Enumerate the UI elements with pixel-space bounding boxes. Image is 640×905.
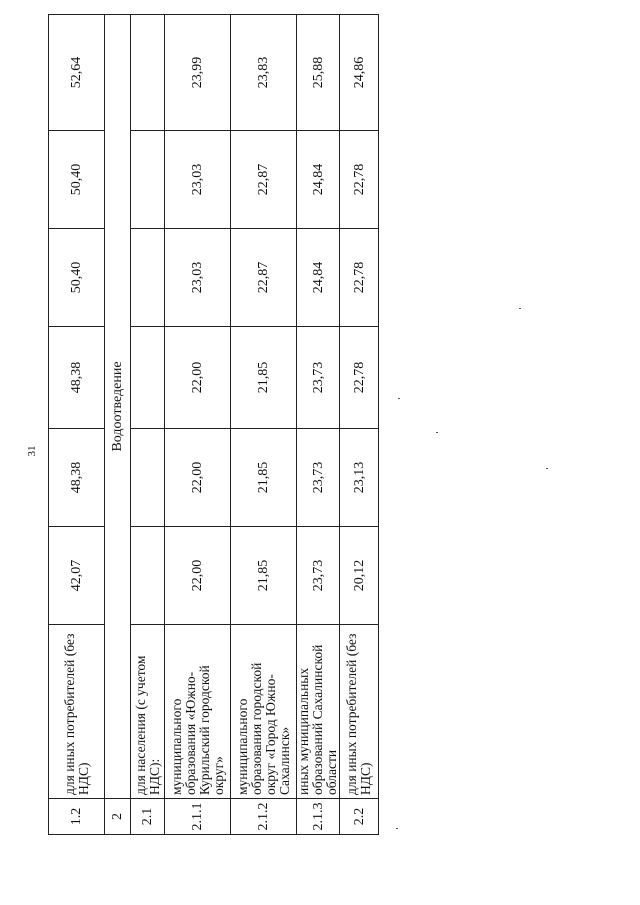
table-row: [105, 15, 131, 835]
table-row: [231, 15, 297, 835]
row-number: 2.1.1: [165, 799, 231, 835]
tariff-value: [131, 327, 165, 429]
tariff-value: 22,00: [165, 527, 231, 625]
row-name: для иных потребителей (без НДС): [49, 625, 105, 799]
scan-speck: [396, 828, 398, 829]
tariff-value: 22,87: [231, 131, 297, 229]
row-number: 2.1.2: [231, 799, 297, 835]
tariff-value: 21,85: [231, 527, 297, 625]
tariff-value: 22,87: [231, 229, 297, 327]
tariff-value: 22,78: [340, 327, 379, 429]
tariff-value: 25,88: [297, 15, 340, 131]
row-number: 2: [105, 799, 131, 835]
section-title: Водоотведение: [105, 15, 131, 799]
table-row: [340, 15, 379, 835]
row-name: для иных потребителей (без НДС): [340, 625, 379, 799]
tariff-value: 22,00: [165, 327, 231, 429]
tariff-value: [131, 131, 165, 229]
tariff-table-rotated: [48, 15, 378, 835]
row-name: муниципального образования «Южно-Курильский городской округ»: [165, 625, 231, 799]
tariff-value: 24,84: [297, 229, 340, 327]
scan-speck: [546, 468, 548, 469]
tariff-value: 52,64: [49, 15, 105, 131]
tariff-value: 48,38: [49, 327, 105, 429]
tariff-table: [48, 14, 379, 835]
tariff-value: [131, 429, 165, 527]
tariff-value: 23,73: [297, 429, 340, 527]
tariff-value: 23,73: [297, 527, 340, 625]
tariff-value: 22,78: [340, 131, 379, 229]
tariff-value: 50,40: [49, 229, 105, 327]
tariff-value: 23,13: [340, 429, 379, 527]
tariff-value: 23,99: [165, 15, 231, 131]
tariff-value: 23,03: [165, 229, 231, 327]
tariff-value: 23,03: [165, 131, 231, 229]
tariff-value: 20,12: [340, 527, 379, 625]
table-row: [131, 15, 165, 835]
tariff-value: 22,00: [165, 429, 231, 527]
tariff-value: 22,78: [340, 229, 379, 327]
table-row: [165, 15, 231, 835]
row-name: иных муниципальных образований Сахалинской области: [297, 625, 340, 799]
row-number: 2.1: [131, 799, 165, 835]
table-row: [49, 15, 105, 835]
page-number: 31: [26, 445, 38, 457]
tariff-value: 42,07: [49, 527, 105, 625]
tariff-value: 24,84: [297, 131, 340, 229]
row-name: для населения (с учетом НДС):: [131, 625, 165, 799]
table-body: [49, 15, 379, 835]
tariff-value: [131, 527, 165, 625]
row-number: 1.2: [49, 799, 105, 835]
tariff-value: 21,85: [231, 327, 297, 429]
scan-speck: [398, 398, 400, 399]
scan-speck: [436, 432, 438, 433]
scan-speck: [519, 308, 521, 309]
row-name: муниципального образования городской округ «Город Южно-Сахалинск»: [231, 625, 297, 799]
tariff-value: 23,83: [231, 15, 297, 131]
tariff-value: 21,85: [231, 429, 297, 527]
tariff-value: [131, 15, 165, 131]
tariff-value: 24,86: [340, 15, 379, 131]
tariff-value: 50,40: [49, 131, 105, 229]
tariff-value: 48,38: [49, 429, 105, 527]
table-row: [297, 15, 340, 835]
tariff-value: 23,73: [297, 327, 340, 429]
row-number: 2.2: [340, 799, 379, 835]
tariff-value: [131, 229, 165, 327]
row-number: 2.1.3: [297, 799, 340, 835]
